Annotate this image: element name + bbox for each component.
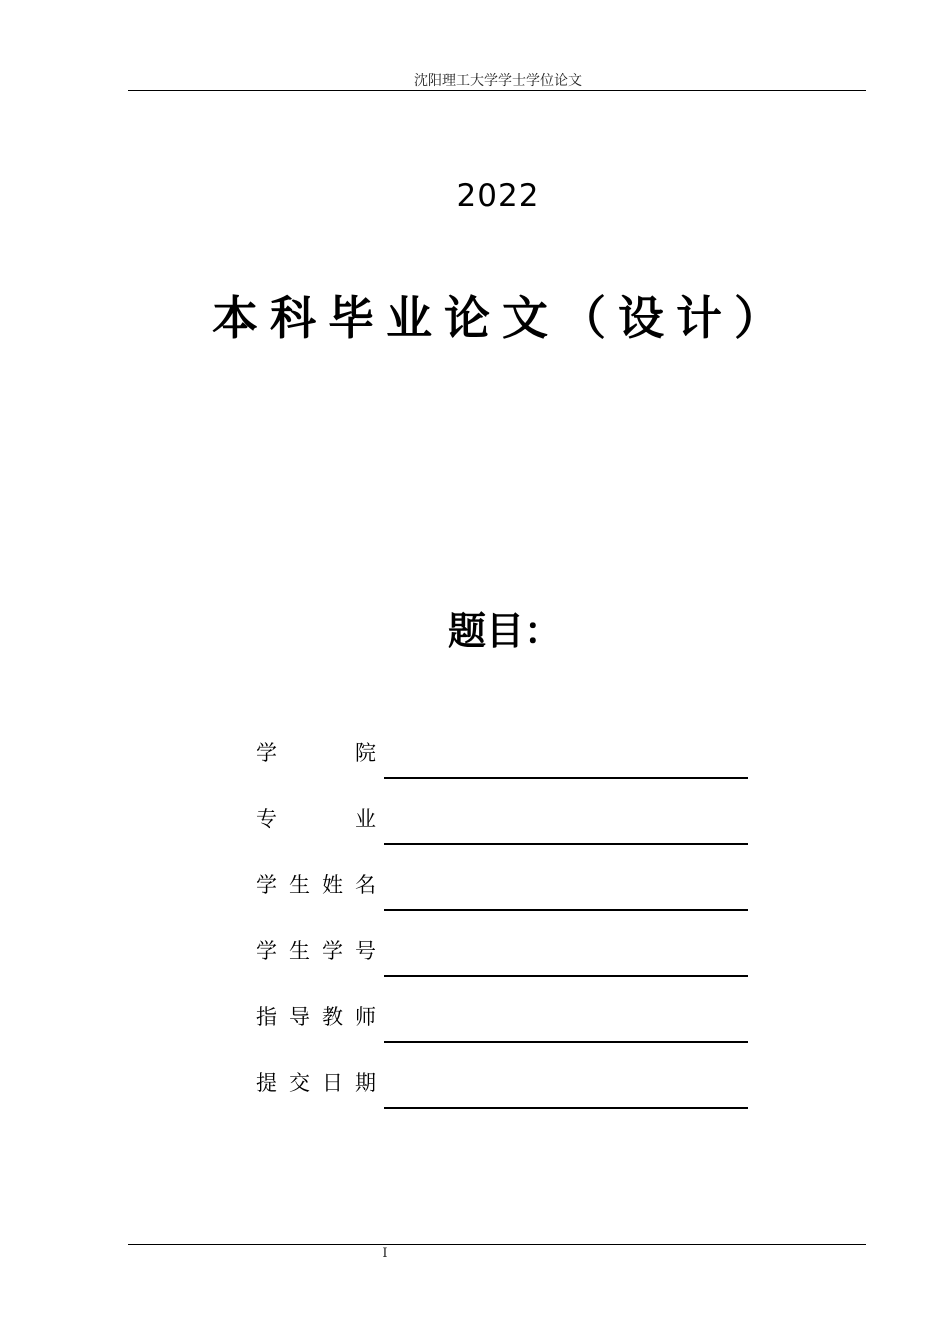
page-number: I — [382, 1246, 388, 1261]
info-row — [256, 935, 750, 975]
info-label — [256, 803, 376, 833]
info-value-underline[interactable] — [384, 909, 748, 911]
info-label-char: 交 — [289, 1071, 310, 1095]
info-label — [256, 737, 376, 767]
info-label — [256, 869, 376, 899]
info-row — [256, 737, 750, 777]
info-label-char: 学 — [256, 939, 277, 963]
info-label-char: 院 — [355, 741, 376, 765]
info-row — [256, 869, 750, 909]
info-label-char: 号 — [355, 939, 376, 963]
info-label — [256, 1001, 376, 1031]
info-label-char: 学 — [256, 873, 277, 897]
info-label-char: 导 — [289, 1005, 310, 1029]
cover-year: 2022 — [456, 178, 540, 214]
info-label-char: 姓 — [322, 873, 343, 897]
info-row — [256, 1001, 750, 1041]
info-label-char: 教 — [322, 1005, 343, 1029]
info-value-underline[interactable] — [384, 975, 748, 977]
header-divider — [128, 90, 866, 91]
info-value-underline[interactable] — [384, 777, 748, 779]
info-label-char: 专 — [256, 807, 277, 831]
info-value-underline[interactable] — [384, 1041, 748, 1043]
footer-divider — [128, 1244, 866, 1245]
info-value-underline[interactable] — [384, 1107, 748, 1109]
info-row — [256, 1067, 750, 1107]
topic-label: 题目： — [447, 609, 562, 653]
info-label-char: 师 — [355, 1005, 376, 1029]
info-row — [256, 803, 750, 843]
info-label-char: 提 — [256, 1071, 277, 1095]
info-label-char: 业 — [355, 807, 376, 831]
info-label-char: 期 — [355, 1071, 376, 1095]
info-label-char: 指 — [256, 1005, 277, 1029]
info-label-char: 学 — [322, 939, 343, 963]
info-label — [256, 1067, 376, 1097]
cover-title: 本科毕业论文（设计） — [212, 291, 792, 345]
info-label-char: 学 — [256, 741, 277, 765]
page-header: 沈阳理工大学学士学位论文 — [414, 73, 582, 89]
info-value-underline[interactable] — [384, 843, 748, 845]
info-label-char: 生 — [289, 939, 310, 963]
info-label-char: 名 — [355, 873, 376, 897]
info-label-char: 日 — [322, 1071, 343, 1095]
info-label-char: 生 — [289, 873, 310, 897]
info-label — [256, 935, 376, 965]
